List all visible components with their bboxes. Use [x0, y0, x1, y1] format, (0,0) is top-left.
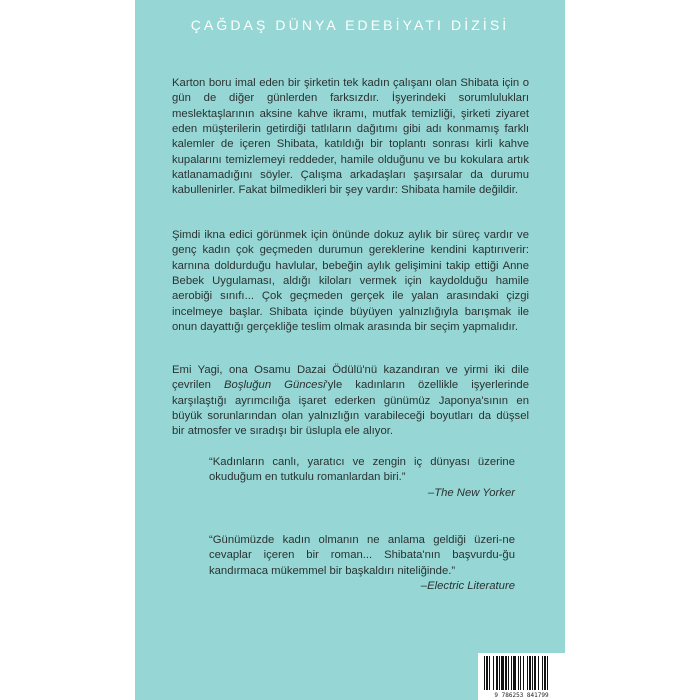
isbn-barcode	[478, 653, 565, 700]
barcode-bar	[499, 656, 500, 690]
barcode-bar	[542, 656, 543, 690]
barcode-bar	[534, 656, 536, 690]
synopsis-paragraph-3	[172, 363, 529, 440]
barcode-bar	[505, 656, 507, 690]
barcode-bar	[547, 656, 548, 690]
barcode-bar	[538, 656, 539, 690]
quote-dash: –	[427, 486, 435, 499]
quote-text: “Kadınların canlı, yaratıcı ve zengin iç dünyası üzerine okuduğum en tutkulu romanlardan biri.”	[209, 456, 515, 484]
quote-source	[209, 579, 515, 594]
book-back-cover	[135, 0, 565, 700]
quote-source	[209, 486, 515, 501]
barcode-bar	[544, 656, 546, 690]
barcode-bar	[520, 656, 521, 690]
quote-dash: –	[420, 580, 428, 593]
synopsis-paragraph-2: Şimdi ikna edici görünmek için önünde dokuz aylık bir süreç vardır ve genç kadın çok geçmeden durumun gereklerine kendini kaptırıverir: karnına doldurduğu havlular, bebeğin aylık gelişimini takip ettiği Anne Bebek Uygulaması, aldığı kiloları vermek için kaydolduğu hamile aerobiği sınıfı... Çok geçmeden gerçek ile yalan arasındaki çizgi incelmeye başlar. Shibata içinde büyüyen yalnızlığıyla barışmak ile onun dayattığı gerçekliğe teslim olmak arasında bir seçim yapmalıdır.	[172, 229, 529, 334]
barcode-bar	[496, 656, 498, 690]
barcode-number: 9 786253 841799	[494, 692, 549, 699]
barcode-bar	[486, 656, 488, 690]
barcode-bar	[511, 656, 512, 690]
barcode-bar	[484, 656, 485, 690]
barcode-bar	[529, 656, 531, 690]
quote-source-name: Electric Literature	[427, 580, 515, 593]
series-title: ÇAĞDAŞ DÜNYA EDEBİYATI DİZİSİ	[190, 17, 510, 33]
barcode-bar	[518, 656, 519, 690]
barcode-bar	[527, 656, 528, 690]
book-title-italic: Boşluğun Güncesi	[224, 379, 326, 392]
barcode-bar	[523, 656, 524, 690]
review-quote-new-yorker	[209, 455, 515, 501]
paragraph-3-rest: 'yle kadınların özellikle işyerlerinde karşılaştığı ayrımcılığa işaret ederken günümüz Japonya'sının en büyük sorunlarından olan yalnızlığın varabileceği boyutları da düşsel bir atmosfer ve sıradışı bir üslupla ele alıyor.	[172, 379, 529, 438]
barcode-bar	[501, 656, 504, 690]
barcode-bar	[493, 656, 494, 690]
quote-text: “Günümüzde kadın olmanın ne anlama geldiği üzeri-ne cevaplar içeren bir roman... Shibata'nın başvurdu-ğu kandırmaca mükemmel bir başkaldırı niteliğinde.”	[209, 534, 515, 577]
quote-source-name: The New Yorker	[434, 486, 515, 499]
barcode-bar	[489, 656, 490, 690]
synopsis-paragraph-1: Karton boru imal eden bir şirketin tek kadın çalışanı olan Shibata için o gün de diğer günlerden farksızdır. İşyerindeki sorumlulukları meslektaşlarının aksine kahve ikramı, mutfak temizliği, şirketi ziyaret eden müşterilerin getirdiği tatlıların dağıtımı gibi adı konmamış farklı kalemler de içeren Shibata, katıldığı bir toplantı sonrası kirli kahve kupalarını temizlemeyi reddeder, hamile olduğunu ve bu kokulara artık katlanamadığını söyler. Çalışma arkadaşları şaşırsalar da durumu kabullenirler. Fakat bilmedikleri bir şey vardır: Shibata hamile değildir.	[172, 77, 529, 197]
paragraph-3-intro: Emi Yagi, ona Osamu Dazai Ödülü'nü kazandıran ve yirmi iki dile çevrilen	[172, 364, 529, 392]
review-quote-electric-literature	[209, 533, 515, 594]
barcode-bar	[508, 656, 509, 690]
barcode-bar	[513, 656, 516, 690]
barcode-bar	[532, 656, 533, 690]
barcode-bars	[478, 653, 565, 691]
